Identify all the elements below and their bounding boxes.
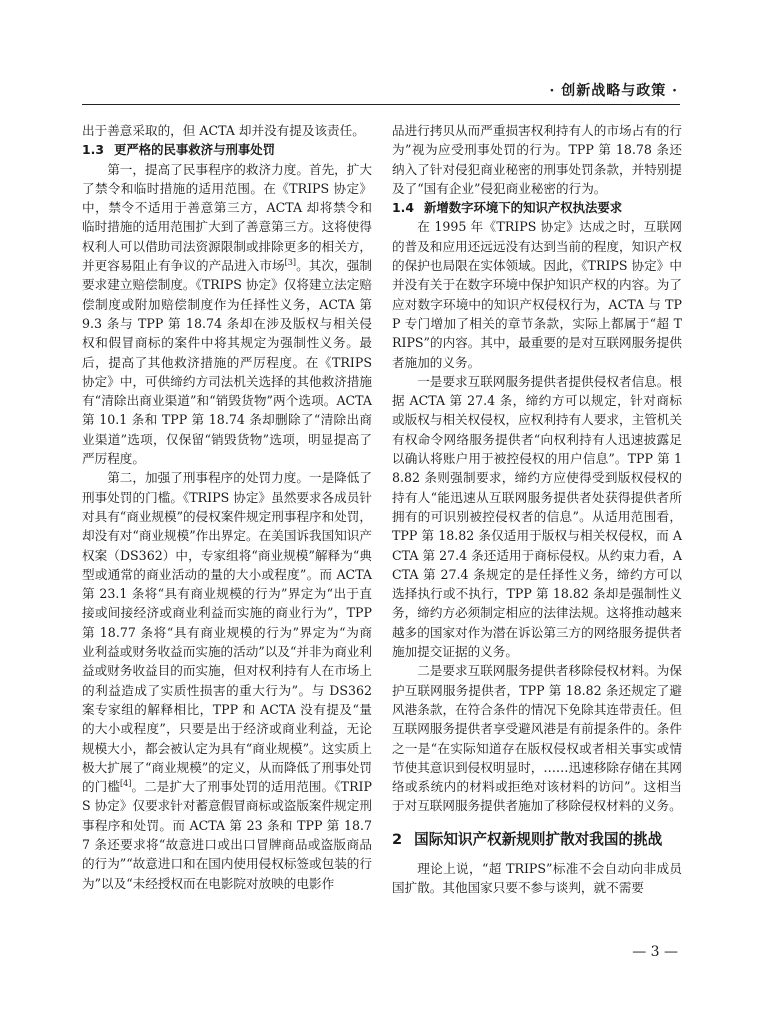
page-number: — 3 — [632,944,678,960]
citation-3: [3] [284,257,297,267]
paragraph-remove-infringing-material: 二是要求互联网服务提供者移除侵权材料。为保护互联网服务提供者，TPP 第 18.82 条还规定了避风港条款，在符合条件的情况下免除其连带责任。但互联网服务提供者享受避风港是有前提条件的。条件之一是“在实际知道存在版权侵权或者相关事实或情节使其意识到侵权明显时，……迅速移除存储在其网络或系统内的材料或拒绝对该材料的访问”。这相当于对互联网服务提供者施加了移除侵权材料的义务。 [392,663,682,814]
paragraph-text: 第二，加强了刑事程序的处罚力度。一是降低了刑事处罚的门槛。《TRIPS 协定》虽然要求各成员针对具有“商业规模”的侵权案件规定刑事程序和处罚，却没有对“商业规模”作出界定。在美国诉我国知识产权案（DS362）中，专家组将“商业规模”解释为“典型或通常的商业活动的量的大小或程度”。而 ACTA 第 23.1 条将“具有商业规模的行为”界定为“出于直接或间接经济或商业利益而实施的商业行为”，TPP 第 18.77 条将“具有商业规模的行为”界定为“为商业利益或财务收益而实施的活动”以及“并非为商业利益或财务收益目的而实施，但对权利持有人在市场上的利益造成了实质性损害的重大行为”。与 DS362 案专家组的解释相比，TPP 和 ACTA 没有提及“量的大小或程度”，只要是出于经济或商业利益，无论规模大小，都会被认定为具有“商业规模”。这实质上极大扩展了“商业规模”的定义，从而降低了刑事处罚的门槛 [82,470,372,795]
paragraph-criminal-penalties [82,468,372,893]
paragraph-digital-environment: 在 1995 年《TRIPS 协定》达成之时，互联网的普及和应用还远远没有达到当前的程度，知识产权的保护也局限在实体领域。因此，《TRIPS 协定》中并没有关于在数字环境中保护知识产权的内容。为了应对数字环境中的知识产权侵权行为，ACTA 与 TPP 专门增加了相关的章节条款，实际上都属于“超 TRIPS”的内容。其中，最重要的是对互联网服务提供者施加的义务。 [392,219,682,370]
citation-4: [4] [120,778,132,788]
paragraph-provide-infringer-info: 一是要求互联网服务提供者提供侵权者信息。根据 ACTA 第 27.4 条，缔约方可以规定，针对商标或版权与相关权侵权，应权利持有人要求，主管机关有权命令网络服务提供者“向权利持有人迅速披露足以确认将账户用于被控侵权的用户信息”。TPP 第 18.82 条则强制要求，缔约方应使得受到版权侵权的持有人“能迅速从互联网服务提供者处获得提供者所拥有的可识别被控侵权者的信息”。从适用范围看，TPP 第 18.82 条仅适用于版权与相关权侵权，而 ACTA 第 27.4 条还适用于商标侵权。从约束力看，ACTA 第 27.4 条规定的是任择性义务，缔约方可以选择执行或不执行，TPP 第 18.82 条却是强制性义务，缔约方必须制定相应的法律法规。这将推动越来越多的国家对作为潜在诉讼第三方的网络服务提供者施加提交证据的义务。 [392,373,682,660]
section-number: 2 [392,830,403,848]
section-title: 更严格的民事救济与刑事处罚 [113,142,276,158]
paragraph-civil-remedies [82,160,372,469]
section-heading-1-4 [392,198,682,217]
left-column [82,121,372,893]
paragraph-theory: 理论上说，“超 TRIPS”标准不会自动向非成员国扩散。其他国家只要不参与谈判，就不需要 [392,860,682,895]
section-heading-1-3 [82,140,372,159]
paragraph-text: 。其次，强制要求建立赔偿制度。《TRIPS 协定》仅将建立法定赔偿制度或附加赔偿制度作为任择性义务，ACTA 第 9.3 条与 TPP 第 18.74 条却在涉及版权与相关侵权和假冒商标的案件中将其规定为强制性义务。最后，提高了其他救济措施的严厉程度。在《TRIPS 协定》中，可供缔约方司法机关选择的其他救济措施有“清除出商业渠道”和“销毁货物”两个选项。ACTA 第 10.1 条和 TPP 第 18.74 条却删除了“清除出商业渠道”选项，仅保留“销毁货物”选项，明显提高了严厉程度。 [82,258,373,467]
paragraph-text: 第一，提高了民事程序的救济力度。首先，扩大了禁令和临时措施的适用范围。在《TRIPS 协定》中，禁令不适用于善意第三方，ACTA 却将禁令和临时措施的适用范围扩大到了善意第三方。这将使得权利人可以借助司法资源限制或排除更多的相关方，并更容易阻止有争议的产品进入市场 [82,161,372,274]
section-heading-2 [392,829,682,851]
header-rule [82,104,680,105]
section-number: 1.4 [392,200,414,216]
section-title: 新增数字环境下的知识产权执法要求 [423,200,623,216]
right-column [392,121,682,897]
section-number: 1.3 [82,142,104,158]
paragraph-continued: 品进行拷贝从而严重损害权利持有人的市场占有的行为”视为应受刑事处罚的行为。TPP 第 18.78 条还纳入了针对侵犯商业秘密的刑事处罚条款，并特别提及了“国有企业”侵犯商业秘密的行为。 [392,123,682,196]
section-title: 国际知识产权新规则扩散对我国的挑战 [414,830,663,848]
paragraph-text: 。二是扩大了刑事处罚的适用范围。《TRIPS 协定》仅要求针对蓄意假冒商标或盗版案件规定刑事程序和处罚。而 ACTA 第 23 条和 TPP 第 18.77 条还要求将“故意进口或出口冒牌商品或盗版商品的行为”“故意进口和在国内使用侵权标签或包装的行为”以及“未经授权而在电影院对放映的电影作 [82,779,372,891]
paragraph-continued: 出于善意采取的，但 ACTA 却并没有提及该责任。 [82,123,365,138]
running-head: · 创新战略与政策 · [549,83,678,99]
